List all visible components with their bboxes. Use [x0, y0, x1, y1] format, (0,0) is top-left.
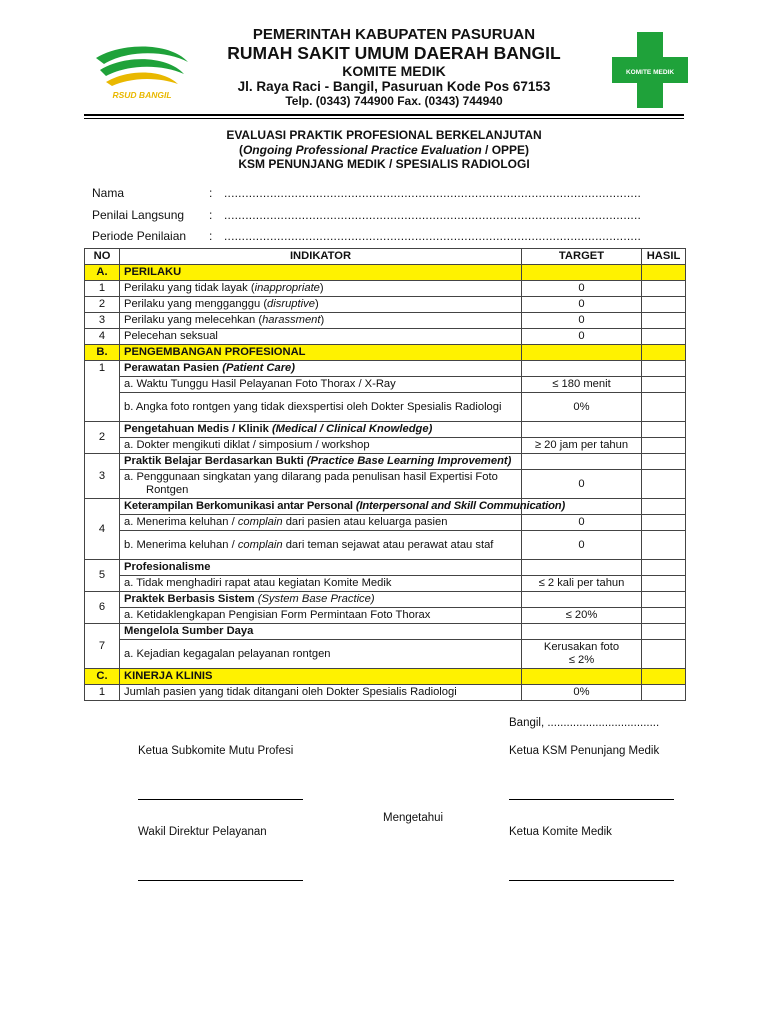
group-title-row	[85, 624, 686, 640]
row-target: Kerusakan foto ≤ 2%	[522, 640, 642, 669]
field-label: Penilai Langsung	[92, 208, 185, 222]
table-row	[85, 608, 686, 624]
signatory-ksm: Ketua KSM Penunjang Medik	[509, 745, 660, 757]
row-hasil-cell[interactable]	[642, 640, 686, 669]
place-date[interactable]: Bangil, ...................................	[509, 717, 660, 729]
section-label: PERILAKU	[120, 265, 522, 281]
signature-line-ksm[interactable]	[509, 799, 674, 800]
header-indikator: INDIKATOR	[120, 249, 522, 265]
row-number: 2	[85, 297, 120, 313]
field-dotted-line[interactable]: ......................................................................................................................	[224, 208, 642, 222]
row-target: 0	[522, 313, 642, 329]
field-colon: :	[209, 186, 213, 200]
table-row	[85, 685, 686, 701]
table-row	[85, 313, 686, 329]
field-label: Periode Penilaian	[92, 229, 187, 243]
group-title: Perawatan Pasien (Patient Care)	[120, 361, 522, 377]
group-title-row	[85, 560, 686, 576]
title-paren-close: / OPPE)	[481, 142, 530, 157]
row-hasil-cell[interactable]	[642, 377, 686, 393]
section-hasil-empty	[642, 669, 686, 685]
section-b-row	[85, 345, 686, 361]
table-row	[85, 329, 686, 345]
section-number: B.	[85, 345, 120, 361]
group-number: 5	[85, 560, 120, 592]
group-title: Pengetahuan Medis / Klinik (Medical / Clinical Knowledge)	[120, 422, 522, 438]
group-hasil-empty	[642, 361, 686, 377]
row-hasil-cell[interactable]	[642, 329, 686, 345]
section-target-empty	[522, 669, 642, 685]
signature-line-wakil-direktur[interactable]	[138, 880, 303, 881]
hospital-name: RUMAH SAKIT UMUM DAERAH BANGIL	[227, 43, 561, 64]
group-title: Profesionalisme	[120, 560, 522, 576]
table-row	[85, 438, 686, 454]
row-hasil-cell[interactable]	[642, 438, 686, 454]
row-target: 0	[522, 297, 642, 313]
table-row	[85, 297, 686, 313]
row-hasil-cell[interactable]	[642, 576, 686, 592]
section-target-empty	[522, 345, 642, 361]
document-title	[150, 128, 618, 172]
row-number: 1	[85, 685, 120, 701]
group-number: 7	[85, 624, 120, 669]
group-title: Keterampilan Berkomunikasi antar Personal (Interpersonal and Skill Communication)	[120, 499, 522, 515]
row-indicator: a. Menerima keluhan / complain dari pasien atau keluarga pasien	[120, 515, 522, 531]
government-name: PEMERINTAH KABUPATEN PASURUAN	[252, 26, 536, 43]
title-line-3: KSM PENUNJANG MEDIK / SPESIALIS RADIOLOGI	[238, 157, 530, 172]
group-target-empty	[522, 422, 642, 438]
table-row	[85, 281, 686, 297]
row-indicator: a. Ketidaklengkapan Pengisian Form Permintaan Foto Thorax	[120, 608, 522, 624]
group-hasil-empty	[642, 499, 686, 515]
row-indicator: Perilaku yang tidak layak (inappropriate)	[120, 281, 522, 297]
row-indicator: b. Angka foto rontgen yang tidak diexspertisi oleh Dokter Spesialis Radiologi	[120, 393, 522, 422]
row-hasil-cell[interactable]	[642, 393, 686, 422]
group-target-empty	[522, 560, 642, 576]
section-c-row	[85, 669, 686, 685]
row-target: 0%	[522, 685, 642, 701]
komite-medik-logo	[612, 32, 688, 108]
row-indicator: a. Dokter mengikuti diklat / simposium / workshop	[120, 438, 522, 454]
header-no: NO	[85, 249, 120, 265]
row-target: 0	[522, 329, 642, 345]
signatory-wakil-direktur: Wakil Direktur Pelayanan	[138, 826, 267, 838]
row-indicator: Perilaku yang melecehkan (harassment)	[120, 313, 522, 329]
row-hasil-cell[interactable]	[642, 297, 686, 313]
section-number: A.	[85, 265, 120, 281]
field-dotted-line[interactable]: ......................................................................................................................	[224, 186, 642, 200]
row-hasil-cell[interactable]	[642, 515, 686, 531]
header-hasil: HASIL	[642, 249, 686, 265]
group-title-row	[85, 454, 686, 470]
row-hasil-cell[interactable]	[642, 313, 686, 329]
section-number: C.	[85, 669, 120, 685]
group-hasil-empty	[642, 624, 686, 640]
table-row	[85, 515, 686, 531]
row-target: 0	[522, 470, 642, 499]
title-english: Ongoing Professional Practice Evaluation	[242, 142, 482, 157]
signatory-komite-medik: Ketua Komite Medik	[509, 826, 612, 838]
logo-right-text: KOMITE MEDIK	[625, 69, 675, 76]
logo-swoosh-3	[106, 72, 178, 86]
table-row	[85, 470, 686, 499]
row-indicator: Pelecehan seksual	[120, 329, 522, 345]
field-colon: :	[209, 229, 213, 243]
group-number: 3	[85, 454, 120, 499]
group-title-row	[85, 499, 686, 515]
row-number: 1	[85, 281, 120, 297]
letterhead-divider-thick	[84, 114, 684, 116]
signature-line-subkomite[interactable]	[138, 799, 303, 800]
group-hasil-empty	[642, 454, 686, 470]
group-target-empty	[522, 361, 642, 377]
group-target-empty	[522, 592, 642, 608]
row-target: 0%	[522, 393, 642, 422]
rsud-bangil-logo	[92, 40, 192, 102]
group-title-row	[85, 592, 686, 608]
row-target: 0	[522, 531, 642, 560]
header-target: TARGET	[522, 249, 642, 265]
signature-line-komite-medik[interactable]	[509, 880, 674, 881]
row-target: ≤ 2 kali per tahun	[522, 576, 642, 592]
logo-left-text: RSUD BANGIL	[112, 90, 172, 100]
group-hasil-empty	[642, 422, 686, 438]
section-label: PENGEMBANGAN PROFESIONAL	[120, 345, 522, 361]
section-a-row	[85, 265, 686, 281]
row-target: ≤ 20%	[522, 608, 642, 624]
group-number: 4	[85, 499, 120, 560]
field-penilai-langsung[interactable]	[92, 208, 692, 224]
row-hasil-cell[interactable]	[642, 470, 686, 499]
hospital-phone: Telp. (0343) 744900 Fax. (0343) 744940	[285, 93, 503, 108]
group-number: 2	[85, 422, 120, 454]
row-indicator: Jumlah pasien yang tidak ditangani oleh Dokter Spesialis Radiologi	[120, 685, 522, 701]
group-title: Praktek Berbasis Sistem (System Base Practice)	[120, 592, 522, 608]
row-indicator: a. Waktu Tunggu Hasil Pelayanan Foto Thorax / X-Ray	[120, 377, 522, 393]
group-title-row	[85, 361, 686, 377]
table-header-row	[85, 249, 686, 265]
row-indicator: a. Kejadian kegagalan pelayanan rontgen	[120, 640, 522, 669]
row-hasil-cell[interactable]	[642, 608, 686, 624]
group-title: Praktik Belajar Berdasarkan Bukti (Practice Base Learning Improvement)	[120, 454, 522, 470]
title-line-1: EVALUASI PRAKTIK PROFESIONAL BERKELANJUTAN	[226, 128, 542, 142]
letterhead-divider-thin	[84, 118, 684, 119]
section-label: KINERJA KLINIS	[120, 669, 522, 685]
row-hasil-cell[interactable]	[642, 685, 686, 701]
section-target-empty	[522, 265, 642, 281]
group-target-empty	[522, 454, 642, 470]
row-number: 3	[85, 313, 120, 329]
committee-name: KOMITE MEDIK	[342, 63, 446, 80]
group-title-row	[85, 422, 686, 438]
acknowledged-label: Mengetahui	[383, 812, 444, 824]
row-indicator: Perilaku yang mengganggu (disruptive)	[120, 297, 522, 313]
row-target: ≥ 20 jam per tahun	[522, 438, 642, 454]
section-hasil-empty	[642, 345, 686, 361]
field-periode-penilaian[interactable]	[92, 229, 692, 245]
title-paren-open: (	[238, 142, 243, 157]
row-indicator: a. Penggunaan singkatan yang dilarang pada penulisan hasil Expertisi Foto Rontgen	[120, 470, 522, 499]
table-row	[85, 393, 686, 422]
group-hasil-empty	[642, 592, 686, 608]
evaluation-table	[84, 248, 686, 701]
row-target: 0	[522, 281, 642, 297]
title-line-2	[150, 143, 618, 158]
field-colon: :	[209, 208, 213, 222]
row-number: 4	[85, 329, 120, 345]
field-label: Nama	[92, 186, 125, 200]
group-number: 6	[85, 592, 120, 624]
signatory-subkomite: Ketua Subkomite Mutu Profesi	[138, 745, 294, 757]
table-row	[85, 640, 686, 669]
field-nama[interactable]	[92, 186, 692, 202]
table-row	[85, 377, 686, 393]
hospital-address: Jl. Raya Raci - Bangil, Pasuruan Kode Pos 67153	[237, 79, 551, 95]
table-row	[85, 531, 686, 560]
section-hasil-empty	[642, 265, 686, 281]
table-row	[85, 576, 686, 592]
row-hasil-cell[interactable]	[642, 531, 686, 560]
group-hasil-empty	[642, 560, 686, 576]
field-dotted-line[interactable]: ......................................................................................................................	[224, 229, 642, 243]
letterhead	[200, 26, 588, 109]
row-hasil-cell[interactable]	[642, 281, 686, 297]
group-title: Mengelola Sumber Daya	[120, 624, 522, 640]
row-target: 0	[522, 515, 642, 531]
group-number: 1	[85, 361, 120, 422]
group-target-empty	[522, 624, 642, 640]
row-target: ≤ 180 menit	[522, 377, 642, 393]
row-indicator: a. Tidak menghadiri rapat atau kegiatan Komite Medik	[120, 576, 522, 592]
row-indicator: b. Menerima keluhan / complain dari teman sejawat atau perawat atau staf	[120, 531, 522, 560]
